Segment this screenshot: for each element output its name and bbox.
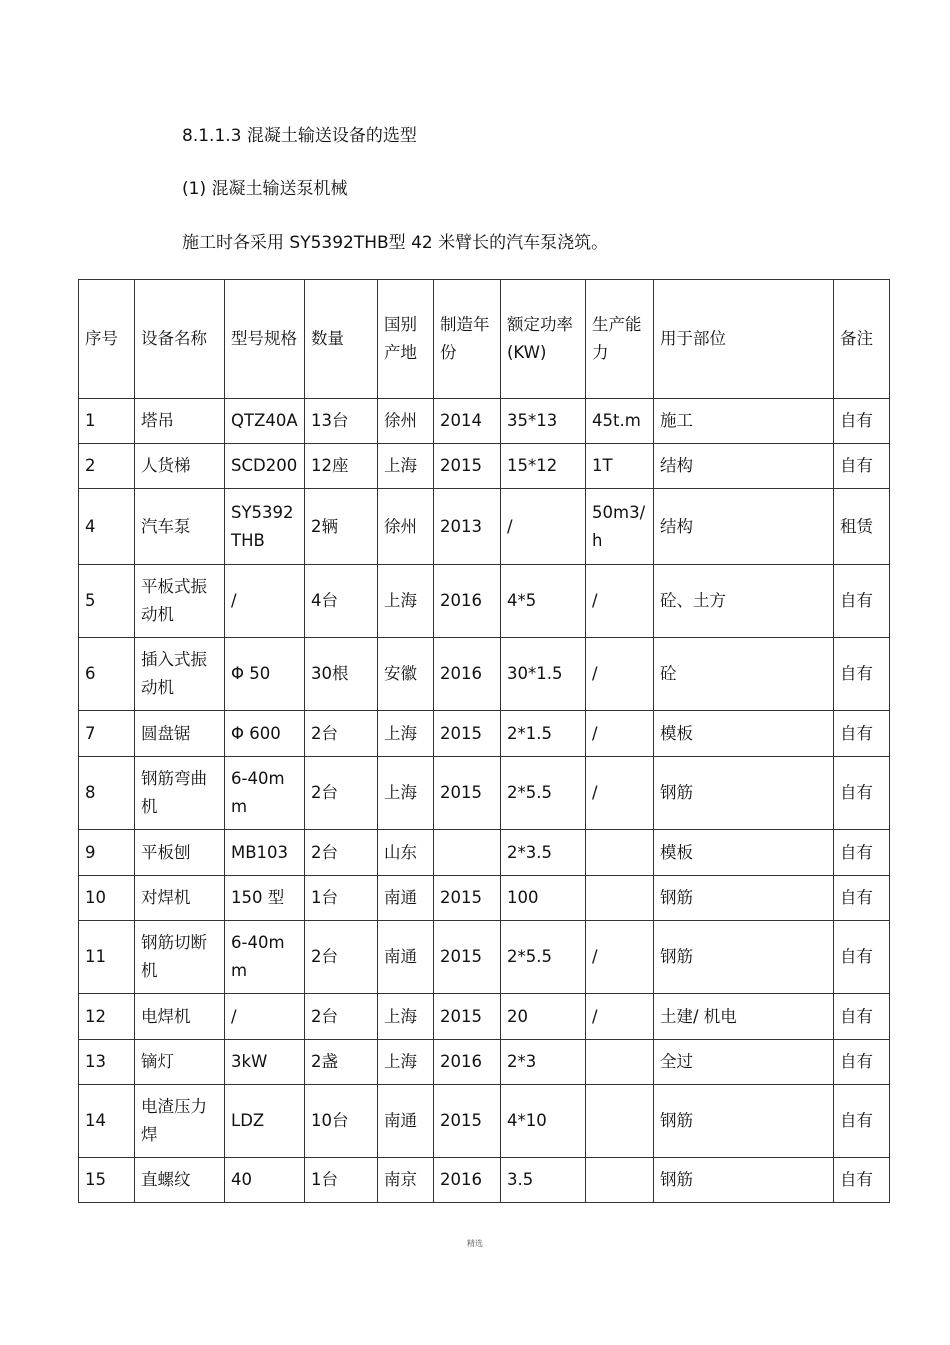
table-cell: 人货梯 — [135, 444, 225, 489]
table-cell: LDZ — [225, 1085, 305, 1158]
table-cell: 自有 — [834, 757, 890, 830]
table-row — [79, 876, 890, 921]
table-cell: / — [225, 565, 305, 638]
table-row — [79, 489, 890, 565]
table-cell: 12座 — [305, 444, 378, 489]
table-cell: 2015 — [434, 921, 501, 994]
table-cell: / — [586, 921, 654, 994]
header-cell: 备注 — [834, 280, 890, 399]
table-cell: SY5392THB — [225, 489, 305, 565]
table-cell: 自有 — [834, 1085, 890, 1158]
table-cell: 4*5 — [501, 565, 586, 638]
table-cell: 钢筋 — [654, 757, 834, 830]
table-cell: 20 — [501, 994, 586, 1040]
table-row — [79, 994, 890, 1040]
table-cell: 2015 — [434, 444, 501, 489]
table-cell: 1台 — [305, 1158, 378, 1203]
table-cell: 30*1.5 — [501, 638, 586, 711]
table-cell: 4台 — [305, 565, 378, 638]
table-cell: 5 — [79, 565, 135, 638]
table-cell: 自有 — [834, 711, 890, 757]
table-cell: 上海 — [378, 444, 434, 489]
table-row — [79, 1085, 890, 1158]
table-cell: 塔吊 — [135, 399, 225, 444]
header-cell: 额定功率(KW) — [501, 280, 586, 399]
table-cell: 2015 — [434, 757, 501, 830]
table-cell: 模板 — [654, 830, 834, 876]
table-cell: 150 型 — [225, 876, 305, 921]
header-cell: 数量 — [305, 280, 378, 399]
table-cell: 电焊机 — [135, 994, 225, 1040]
table-cell: 钢筋 — [654, 876, 834, 921]
table-cell: 上海 — [378, 994, 434, 1040]
table-cell: 钢筋 — [654, 1158, 834, 1203]
table-cell: 上海 — [378, 711, 434, 757]
table-cell: 40 — [225, 1158, 305, 1203]
table-cell: 2*3.5 — [501, 830, 586, 876]
table-cell: 2016 — [434, 638, 501, 711]
table-cell: 2014 — [434, 399, 501, 444]
table-cell: / — [225, 994, 305, 1040]
table-cell: / — [501, 489, 586, 565]
table-cell: 全过 — [654, 1040, 834, 1085]
table-cell: 砼、土方 — [654, 565, 834, 638]
table-cell — [586, 1085, 654, 1158]
table-cell: 圆盘锯 — [135, 711, 225, 757]
table-cell: 施工 — [654, 399, 834, 444]
table-header-row — [79, 280, 890, 399]
table-cell: 2台 — [305, 830, 378, 876]
table-cell: 自有 — [834, 399, 890, 444]
table-cell: 2015 — [434, 1085, 501, 1158]
table-cell: 2台 — [305, 711, 378, 757]
table-cell: 徐州 — [378, 399, 434, 444]
table-cell: 自有 — [834, 1158, 890, 1203]
table-cell: 6-40mm — [225, 757, 305, 830]
table-cell: 自有 — [834, 565, 890, 638]
header-cell: 序号 — [79, 280, 135, 399]
table-cell: 2*3 — [501, 1040, 586, 1085]
table-cell: 钢筋切断机 — [135, 921, 225, 994]
table-cell: 10 — [79, 876, 135, 921]
table-cell: 2013 — [434, 489, 501, 565]
table-cell: 钢筋弯曲机 — [135, 757, 225, 830]
table-cell: MB103 — [225, 830, 305, 876]
table-cell: 7 — [79, 711, 135, 757]
table-cell: 自有 — [834, 830, 890, 876]
table-cell: 30根 — [305, 638, 378, 711]
table-cell: / — [586, 994, 654, 1040]
header-cell: 设备名称 — [135, 280, 225, 399]
table-cell: 1T — [586, 444, 654, 489]
table-cell: / — [586, 757, 654, 830]
table-row — [79, 830, 890, 876]
header-cell: 制造年份 — [434, 280, 501, 399]
table-cell: 2016 — [434, 565, 501, 638]
table-cell: 15*12 — [501, 444, 586, 489]
table-cell: 砼 — [654, 638, 834, 711]
table-cell: 14 — [79, 1085, 135, 1158]
table-cell: 13 — [79, 1040, 135, 1085]
table-cell: 2*5.5 — [501, 921, 586, 994]
table-cell: 2台 — [305, 994, 378, 1040]
table-row — [79, 757, 890, 830]
table-cell: 南京 — [378, 1158, 434, 1203]
table-cell: 结构 — [654, 444, 834, 489]
table-cell: 45t.m — [586, 399, 654, 444]
table-cell: 结构 — [654, 489, 834, 565]
description-text: 施工时各采用 SY5392THB型 42 米臂长的汽车泵浇筑。 — [182, 233, 609, 253]
table-cell: 电渣压力焊 — [135, 1085, 225, 1158]
table-row — [79, 921, 890, 994]
table-cell: 8 — [79, 757, 135, 830]
table-row — [79, 399, 890, 444]
table-cell: 2015 — [434, 711, 501, 757]
table-cell: 自有 — [834, 921, 890, 994]
table-cell: 租赁 — [834, 489, 890, 565]
table-cell: 上海 — [378, 757, 434, 830]
table-cell: 12 — [79, 994, 135, 1040]
table-cell: 镝灯 — [135, 1040, 225, 1085]
table-cell: 4 — [79, 489, 135, 565]
table-cell: 100 — [501, 876, 586, 921]
table-cell: 2016 — [434, 1040, 501, 1085]
table-cell: Φ 50 — [225, 638, 305, 711]
table-cell: 2辆 — [305, 489, 378, 565]
table-cell: 南通 — [378, 1085, 434, 1158]
equipment-table — [78, 279, 890, 1203]
table-cell: 2015 — [434, 994, 501, 1040]
table-cell: 6 — [79, 638, 135, 711]
table-cell: 2015 — [434, 876, 501, 921]
table-cell: 模板 — [654, 711, 834, 757]
page-footer: 精选 — [467, 1239, 483, 1248]
header-cell: 国别产地 — [378, 280, 434, 399]
table-cell: 11 — [79, 921, 135, 994]
table-cell — [586, 830, 654, 876]
table-cell: Φ 600 — [225, 711, 305, 757]
table-cell: 对焊机 — [135, 876, 225, 921]
table-cell — [586, 876, 654, 921]
table-cell: 自有 — [834, 444, 890, 489]
header-cell: 生产能力 — [586, 280, 654, 399]
table-cell: 平板刨 — [135, 830, 225, 876]
table-cell: 2 — [79, 444, 135, 489]
table-cell: 汽车泵 — [135, 489, 225, 565]
table-cell: 南通 — [378, 921, 434, 994]
table-cell: SCD200 — [225, 444, 305, 489]
table-cell: 插入式振动机 — [135, 638, 225, 711]
table-cell — [586, 1158, 654, 1203]
table-cell: 1 — [79, 399, 135, 444]
table-row — [79, 711, 890, 757]
table-cell: 4*10 — [501, 1085, 586, 1158]
table-cell: 3kW — [225, 1040, 305, 1085]
table-cell: 2台 — [305, 921, 378, 994]
table-body — [79, 399, 890, 1203]
table-cell: 6-40mm — [225, 921, 305, 994]
table-row — [79, 565, 890, 638]
table-cell: 自有 — [834, 994, 890, 1040]
table-cell: 3.5 — [501, 1158, 586, 1203]
table-cell: 2016 — [434, 1158, 501, 1203]
table-row — [79, 1158, 890, 1203]
table-cell: 1台 — [305, 876, 378, 921]
table-cell: 徐州 — [378, 489, 434, 565]
table-cell: 50m3/h — [586, 489, 654, 565]
table-row — [79, 444, 890, 489]
table-cell: 安徽 — [378, 638, 434, 711]
table-cell: 2*1.5 — [501, 711, 586, 757]
table-cell: QTZ40A — [225, 399, 305, 444]
table-cell: 南通 — [378, 876, 434, 921]
table-cell: 2盏 — [305, 1040, 378, 1085]
table-cell: 自有 — [834, 638, 890, 711]
table-cell: 自有 — [834, 876, 890, 921]
table-cell: 钢筋 — [654, 1085, 834, 1158]
header-cell: 用于部位 — [654, 280, 834, 399]
table-cell: 钢筋 — [654, 921, 834, 994]
table-cell — [586, 1040, 654, 1085]
table-cell: 山东 — [378, 830, 434, 876]
table-cell: 2*5.5 — [501, 757, 586, 830]
header-cell: 型号规格 — [225, 280, 305, 399]
table-cell: 9 — [79, 830, 135, 876]
sub-heading: (1) 混凝土输送泵机械 — [182, 179, 348, 199]
table-cell: 15 — [79, 1158, 135, 1203]
table-row — [79, 638, 890, 711]
table-cell: 35*13 — [501, 399, 586, 444]
table-cell: 上海 — [378, 1040, 434, 1085]
table-cell: / — [586, 638, 654, 711]
table-cell: 平板式振动机 — [135, 565, 225, 638]
table-cell — [434, 830, 501, 876]
table-cell: 自有 — [834, 1040, 890, 1085]
table-row — [79, 1040, 890, 1085]
table-cell: / — [586, 711, 654, 757]
table-cell: 13台 — [305, 399, 378, 444]
table-cell: 上海 — [378, 565, 434, 638]
section-heading: 8.1.1.3 混凝土输送设备的选型 — [182, 126, 417, 146]
table-cell: 土建/ 机电 — [654, 994, 834, 1040]
table-cell: / — [586, 565, 654, 638]
table-cell: 2台 — [305, 757, 378, 830]
table-cell: 10台 — [305, 1085, 378, 1158]
table-cell: 直螺纹 — [135, 1158, 225, 1203]
